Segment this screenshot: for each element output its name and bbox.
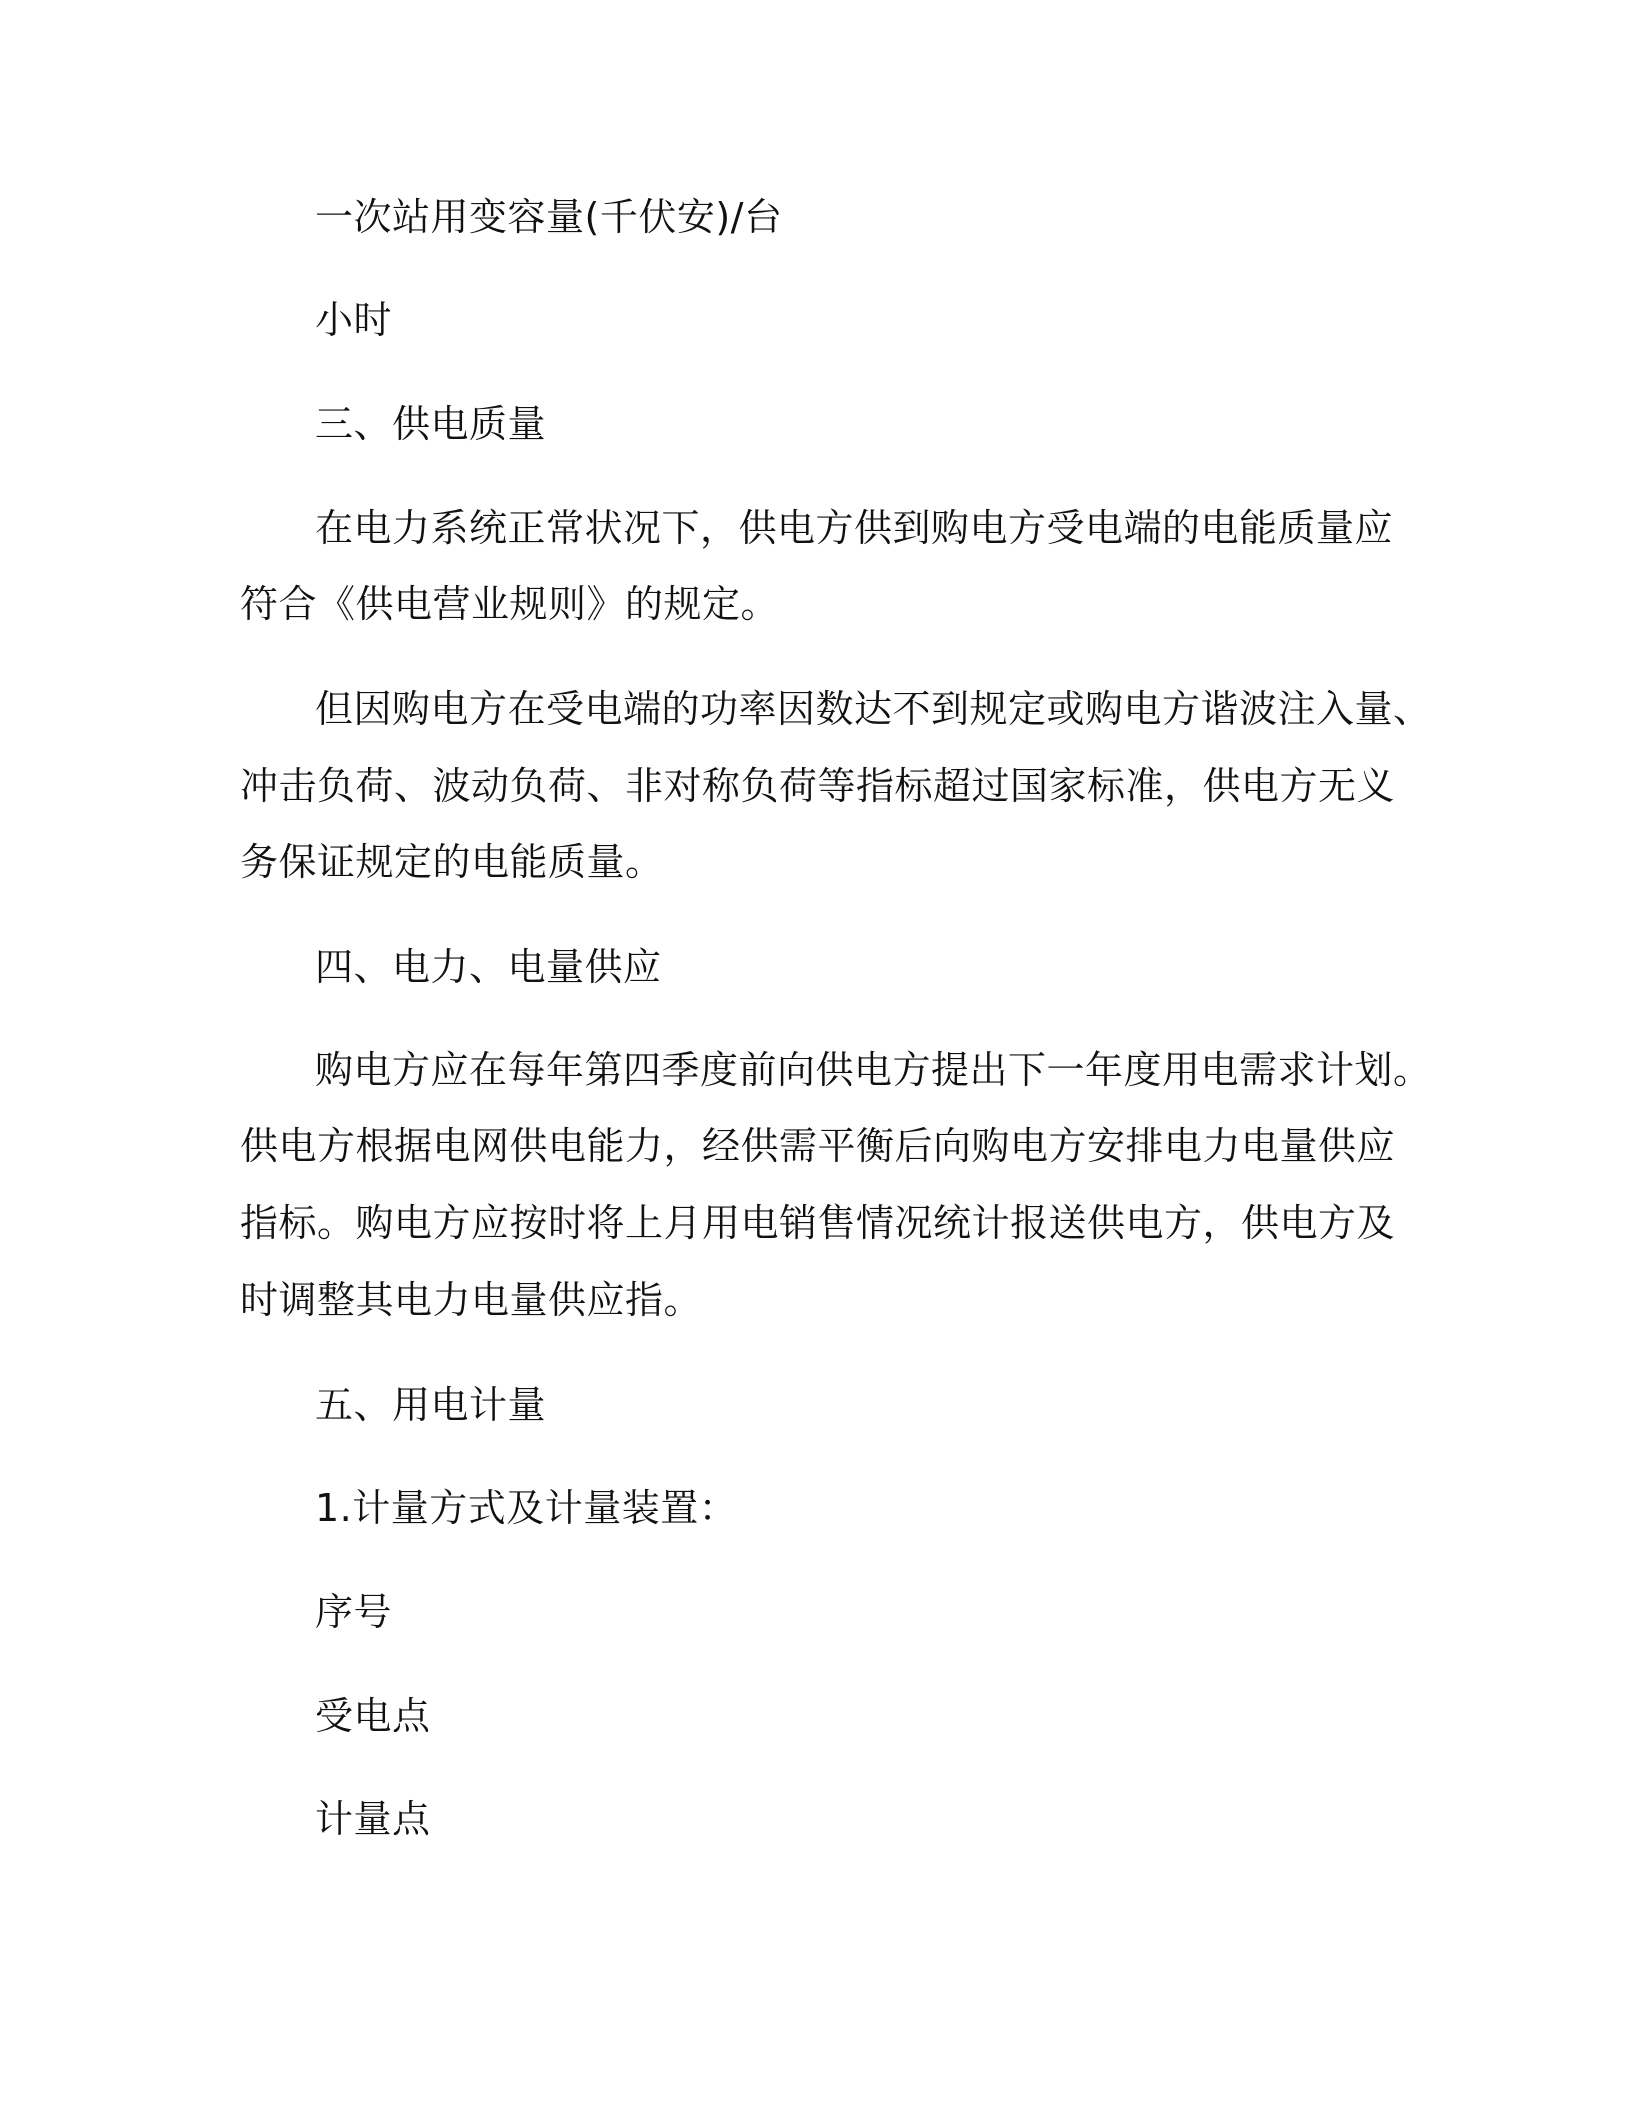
- paragraph-line: 时调整其电力电量供应指。: [240, 1278, 703, 1322]
- paragraph-line: 符合《供电营业规则》的规定。: [240, 582, 780, 626]
- section-heading-metering: 五、用电计量: [315, 1383, 547, 1427]
- section-heading-power-supply: 四、电力、电量供应: [315, 945, 662, 989]
- paragraph-line: 冲击负荷、波动负荷、非对称负荷等指标超过国家标准，供电方无义: [240, 764, 1396, 808]
- table-label-serial-number: 序号: [315, 1590, 393, 1634]
- table-label-metering-point: 计量点: [315, 1797, 431, 1841]
- paragraph-line: 务保证规定的电能质量。: [240, 840, 664, 884]
- paragraph-line: 在电力系统正常状况下，供电方供到购电方受电端的电能质量应: [315, 506, 1394, 550]
- subsection-heading-metering-method: 1.计量方式及计量装置：: [315, 1486, 738, 1530]
- paragraph-line: 供电方根据电网供电能力，经供需平衡后向购电方安排电力电量供应: [240, 1124, 1396, 1168]
- table-label-receiving-point: 受电点: [315, 1694, 431, 1738]
- paragraph-line: 但因购电方在受电端的功率因数达不到规定或购电方谐波注入量、: [315, 687, 1432, 731]
- text-line-hours: 小时: [315, 298, 393, 342]
- paragraph-line: 指标。购电方应按时将上月用电销售情况统计报送供电方，供电方及: [240, 1201, 1396, 1245]
- section-heading-power-quality: 三、供电质量: [315, 402, 547, 446]
- text-line-transformer-capacity: 一次站用变容量(千伏安)/台: [315, 195, 783, 239]
- paragraph-line: 购电方应在每年第四季度前向供电方提出下一年度用电需求计划。: [315, 1048, 1432, 1092]
